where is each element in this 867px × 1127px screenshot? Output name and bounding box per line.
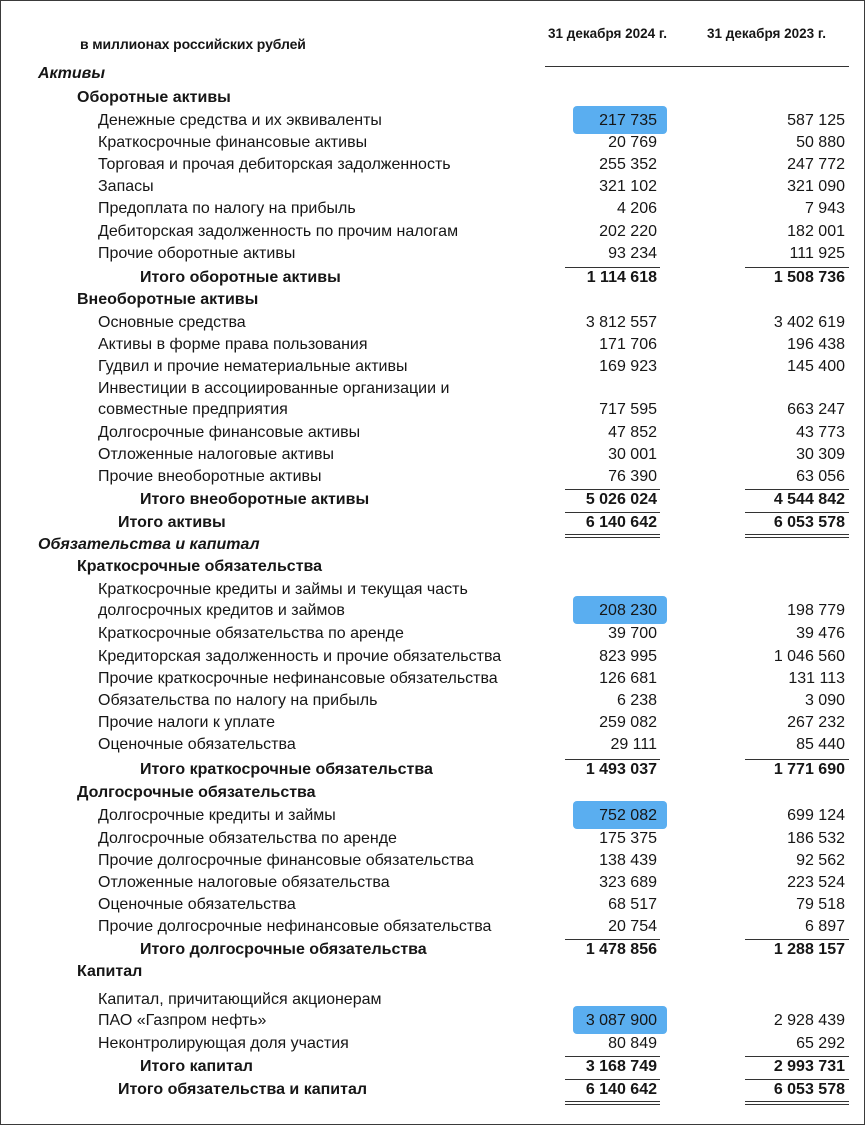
value-2024: 138 439 (599, 852, 657, 869)
value-2024: 5 026 024 (585, 491, 657, 508)
value-2023: 4 544 842 (773, 491, 845, 508)
value-2024: 323 689 (599, 874, 657, 891)
value-2023: 79 518 (796, 896, 845, 913)
table-row (0, 851, 867, 871)
value-2023: 111 925 (789, 245, 845, 262)
row-label: Оценочные обязательства (98, 736, 296, 753)
value-2024: 752 082 (599, 807, 657, 824)
row-label: Внеоборотные активы (77, 291, 259, 308)
row-label: долгосрочных кредитов и займов (98, 602, 345, 619)
table-row (0, 222, 867, 242)
group-row (0, 290, 867, 310)
total-row (0, 1080, 867, 1100)
value-2024: 171 706 (599, 336, 657, 353)
row-label: Активы в форме права пользования (98, 336, 368, 353)
subtotal-row (0, 940, 867, 960)
value-2023: 267 232 (787, 714, 845, 731)
subtotal-row (0, 760, 867, 780)
value-2024: 47 852 (608, 424, 657, 441)
table-row (0, 357, 867, 377)
total-rule (745, 1104, 849, 1105)
value-2023: 196 438 (787, 336, 845, 353)
value-2023: 182 001 (787, 223, 845, 240)
value-2023: 6 897 (804, 918, 845, 935)
value-2024: 3 087 900 (585, 1012, 657, 1029)
row-label: Прочие оборотные активы (98, 245, 296, 262)
table-row (0, 895, 867, 915)
value-2024: 6 140 642 (585, 1081, 657, 1098)
row-label: Итого капитал (140, 1058, 253, 1075)
total-row (0, 513, 867, 533)
row-label: Итого активы (118, 514, 226, 531)
row-label: Долгосрочные обязательства (77, 784, 316, 801)
row-label: Краткосрочные финансовые активы (98, 134, 368, 151)
value-2023: 223 524 (787, 874, 845, 891)
value-2024: 20 754 (608, 918, 657, 935)
value-2023: 663 247 (787, 401, 845, 418)
row-label: Предоплата по налогу на прибыль (98, 200, 356, 217)
value-2024: 717 595 (599, 401, 657, 418)
row-label: Денежные средства и их эквиваленты (98, 112, 382, 129)
table-row (0, 445, 867, 465)
value-2023: 699 124 (787, 807, 845, 824)
value-2023: 247 772 (787, 156, 845, 173)
row-label: Прочие долгосрочные финансовые обязательства (98, 852, 474, 869)
row-label: Запасы (98, 178, 154, 195)
table-row (0, 177, 867, 197)
value-2024: 68 517 (608, 896, 657, 913)
table-row (0, 244, 867, 264)
subtotal-row (0, 1057, 867, 1077)
value-2024: 823 995 (599, 648, 657, 665)
value-2023: 145 400 (787, 358, 845, 375)
value-2023: 2 928 439 (773, 1012, 845, 1029)
value-2023: 30 309 (796, 446, 845, 463)
value-2023: 3 090 (804, 692, 845, 709)
value-2023: 6 053 578 (773, 514, 845, 531)
table-row (0, 601, 867, 621)
value-2023: 1 771 690 (773, 761, 845, 778)
row-label: Итого оборотные активы (140, 269, 341, 286)
row-label: Капитал (77, 963, 143, 980)
value-2024: 259 082 (599, 714, 657, 731)
value-2023: 2 993 731 (773, 1058, 845, 1075)
value-2023: 6 053 578 (773, 1081, 845, 1098)
value-2023: 321 090 (787, 178, 845, 195)
value-2024: 255 352 (599, 156, 657, 173)
table-row (0, 580, 867, 600)
table-row (0, 917, 867, 937)
subtotal-row (0, 490, 867, 510)
row-label: Прочие внеоборотные активы (98, 468, 322, 485)
row-label: Оборотные активы (77, 89, 231, 106)
table-row (0, 199, 867, 219)
group-row (0, 783, 867, 803)
value-2024: 3 812 557 (585, 314, 657, 331)
row-label: Отложенные налоговые обязательства (98, 874, 390, 891)
column-header-2023: 31 декабря 2023 г. (707, 26, 826, 41)
table-row (0, 873, 867, 893)
table-row (0, 400, 867, 420)
row-label: Неконтролирующая доля участия (98, 1035, 349, 1052)
value-2023: 1 046 560 (773, 648, 845, 665)
row-label: Капитал, причитающийся акционерам (98, 991, 382, 1008)
value-2024: 3 168 749 (585, 1058, 657, 1075)
table-row (0, 735, 867, 755)
value-2023: 50 880 (796, 134, 845, 151)
row-label: Обязательства и капитал (38, 536, 260, 553)
row-label: Оценочные обязательства (98, 896, 296, 913)
row-label: Обязательства по налогу на прибыль (98, 692, 378, 709)
value-2024: 217 735 (599, 112, 657, 129)
value-2024: 29 111 (610, 736, 657, 753)
value-2024: 93 234 (608, 245, 657, 262)
value-2024: 175 375 (599, 830, 657, 847)
row-label: Отложенные налоговые активы (98, 446, 334, 463)
group-row (0, 962, 867, 982)
row-label: Итого краткосрочные обязательства (140, 761, 433, 778)
table-row (0, 133, 867, 153)
value-2023: 92 562 (796, 852, 845, 869)
value-2023: 131 113 (788, 670, 845, 687)
row-label: Гудвил и прочие нематериальные активы (98, 358, 408, 375)
value-2024: 4 206 (616, 200, 657, 217)
row-label: Прочие краткосрочные нефинансовые обязательства (98, 670, 498, 687)
column-header-2024: 31 декабря 2024 г. (548, 26, 667, 41)
table-row (0, 379, 867, 399)
table-row (0, 669, 867, 689)
value-2023: 65 292 (796, 1035, 845, 1052)
table-row (0, 335, 867, 355)
value-2024: 1 478 856 (585, 941, 657, 958)
value-2024: 169 923 (599, 358, 657, 375)
total-rule (745, 1101, 849, 1102)
value-2024: 1 493 037 (585, 761, 657, 778)
row-label: ПАО «Газпром нефть» (98, 1012, 267, 1029)
table-row (0, 111, 867, 131)
row-label: Долгосрочные финансовые активы (98, 424, 361, 441)
row-label: Активы (38, 65, 105, 82)
units-caption: в миллионах российских рублей (80, 36, 306, 52)
value-2023: 43 773 (796, 424, 845, 441)
value-2024: 1 114 618 (586, 269, 657, 286)
total-rule (565, 1101, 660, 1102)
value-2024: 202 220 (599, 223, 657, 240)
value-2024: 6 140 642 (585, 514, 657, 531)
table-row (0, 691, 867, 711)
row-label: Торговая и прочая дебиторская задолженность (98, 156, 451, 173)
section-row (0, 535, 867, 555)
value-2023: 7 943 (804, 200, 845, 217)
value-2023: 3 402 619 (773, 314, 845, 331)
value-2024: 321 102 (599, 178, 657, 195)
value-2024: 30 001 (608, 446, 657, 463)
row-label: Долгосрочные кредиты и займы (98, 807, 336, 824)
row-label: Кредиторская задолженность и прочие обязательства (98, 648, 502, 665)
table-row (0, 713, 867, 733)
value-2024: 76 390 (608, 468, 657, 485)
group-row (0, 88, 867, 108)
value-2024: 80 849 (608, 1035, 657, 1052)
row-label: Краткосрочные кредиты и займы и текущая часть (98, 581, 468, 598)
value-2024: 208 230 (599, 602, 657, 619)
table-row (0, 423, 867, 443)
row-label: Итого внеоборотные активы (140, 491, 370, 508)
value-2024: 6 238 (616, 692, 657, 709)
table-row (0, 990, 867, 1010)
table-row (0, 829, 867, 849)
row-label: Краткосрочные обязательства (77, 558, 323, 575)
table-row (0, 806, 867, 826)
table-row (0, 1011, 867, 1031)
row-label: Итого долгосрочные обязательства (140, 941, 427, 958)
section-row (0, 64, 867, 84)
row-label: Краткосрочные обязательства по аренде (98, 625, 404, 642)
subtotal-row (0, 268, 867, 288)
table-row (0, 467, 867, 487)
row-label: Долгосрочные обязательства по аренде (98, 830, 397, 847)
total-rule (565, 1104, 660, 1105)
value-2024: 20 769 (608, 134, 657, 151)
row-label: Инвестиции в ассоциированные организации и (98, 380, 450, 397)
row-label: Прочие налоги к уплате (98, 714, 275, 731)
value-2024: 126 681 (599, 670, 657, 687)
value-2023: 587 125 (787, 112, 845, 129)
table-row (0, 313, 867, 333)
row-label: Основные средства (98, 314, 246, 331)
row-label: совместные предприятия (98, 401, 288, 418)
table-row (0, 155, 867, 175)
value-2023: 85 440 (796, 736, 845, 753)
value-2023: 186 532 (787, 830, 845, 847)
value-2023: 63 056 (796, 468, 845, 485)
value-2023: 39 476 (796, 625, 845, 642)
table-row (0, 1034, 867, 1054)
group-row (0, 557, 867, 577)
row-label: Прочие долгосрочные нефинансовые обязательства (98, 918, 492, 935)
value-2023: 1 288 157 (773, 941, 845, 958)
table-row (0, 647, 867, 667)
value-2024: 39 700 (608, 625, 657, 642)
row-label: Дебиторская задолженность по прочим налогам (98, 223, 459, 240)
table-row (0, 624, 867, 644)
row-label: Итого обязательства и капитал (118, 1081, 368, 1098)
value-2023: 1 508 736 (773, 269, 845, 286)
value-2023: 198 779 (787, 602, 845, 619)
